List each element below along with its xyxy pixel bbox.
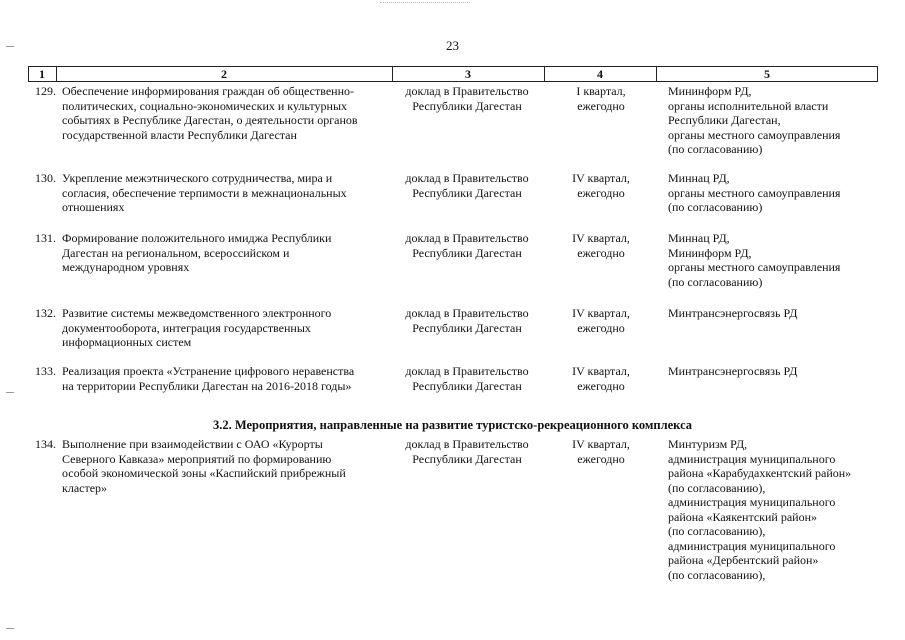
activity-description-line: Реализация проекта «Устранение цифрового неравенства xyxy=(62,364,355,378)
report-form xyxy=(392,364,542,393)
executors-line: района «Дербентский район» xyxy=(668,553,819,567)
deadline xyxy=(556,364,646,393)
activity-description-line: согласия, обеспечение терпимости в межнациональных xyxy=(62,185,347,200)
activity-description xyxy=(62,231,392,275)
table-header-row xyxy=(28,66,878,82)
activity-description-line: особой экономической зоны «Каспийский прибрежный xyxy=(62,466,346,480)
activity-description-line: политических, социально-экономических и культурных xyxy=(62,98,348,113)
header-col-4: 4 xyxy=(597,67,603,81)
header-col-2: 2 xyxy=(221,67,227,81)
report-form xyxy=(392,171,542,200)
row-number: 130. xyxy=(35,171,56,185)
executors-line: (по согласованию) xyxy=(668,200,763,214)
activity-description-line: Укрепление межэтнического сотрудничества, мира и xyxy=(62,171,333,185)
activity-description-line: Выполнение при взаимодействии с ОАО «Курорты xyxy=(62,437,323,451)
deadline-line: IV квартал, xyxy=(572,231,630,245)
report-form-line: Республики Дагестан xyxy=(412,185,522,200)
report-form-line: Республики Дагестан xyxy=(412,378,522,393)
executors xyxy=(668,84,878,157)
executors-line: Республики Дагестан, xyxy=(668,113,781,127)
executors-line: (по согласованию), xyxy=(668,480,766,495)
activity-description-line: документооборота, интеграция государственных xyxy=(62,320,311,335)
executors xyxy=(668,306,878,321)
activity-description-line: Обеспечение информирования граждан об общественно- xyxy=(62,84,354,98)
deadline-line: ежегодно xyxy=(577,378,625,393)
executors-line: Минтрансэнергосвязь РД xyxy=(668,306,798,320)
activity-description-line: отношениях xyxy=(62,200,125,214)
deadline xyxy=(556,84,646,113)
section-title: 3.2. Мероприятия, направленные на развитие туристско-рекреационного комплекса xyxy=(212,418,693,432)
report-form-line: Республики Дагестан xyxy=(412,451,522,466)
activity-description-line: Формирование положительного имиджа Республики xyxy=(62,231,332,245)
report-form xyxy=(392,437,542,466)
executors-line: администрация муниципального xyxy=(668,495,836,509)
report-form xyxy=(392,306,542,335)
deadline-line: ежегодно xyxy=(577,98,625,113)
deadline-line: IV квартал, xyxy=(572,306,630,320)
report-form-line: доклад в Правительство xyxy=(405,364,529,378)
scan-artifact xyxy=(380,2,470,9)
executors-line: администрация муниципального xyxy=(668,538,836,553)
executors-line: Минтуризм РД, xyxy=(668,437,748,451)
executors-line: органы местного самоуправления xyxy=(668,127,841,142)
report-form xyxy=(392,231,542,260)
page-number: 23 xyxy=(446,38,459,53)
header-col-3: 3 xyxy=(465,67,471,81)
report-form-line: доклад в Правительство xyxy=(405,437,529,451)
row-number: 129. xyxy=(35,84,56,98)
activity-description xyxy=(62,364,392,393)
activity-description-line: Развитие системы межведомственного электронного xyxy=(62,306,332,320)
report-form-line: доклад в Правительство xyxy=(405,306,529,320)
header-col-1: 1 xyxy=(39,67,45,81)
scan-edge-mark xyxy=(6,392,14,393)
executors-line: органы местного самоуправления xyxy=(668,260,841,274)
deadline-line: IV квартал, xyxy=(572,437,630,451)
executors xyxy=(668,364,878,379)
deadline-line: ежегодно xyxy=(577,185,625,200)
activity-description-line: информационных систем xyxy=(62,335,192,349)
executors-line: (по согласованию) xyxy=(668,274,763,289)
deadline xyxy=(556,171,646,200)
report-form-line: доклад в Правительство xyxy=(405,231,529,245)
report-form-line: Республики Дагестан xyxy=(412,98,522,113)
activity-description-line: на территории Республики Дагестан на 2016-2018 годы» xyxy=(62,378,352,393)
deadline-line: I квартал, xyxy=(576,84,626,98)
report-form-line: доклад в Правительство xyxy=(405,171,529,185)
deadline xyxy=(556,306,646,335)
activity-description-line: Дагестан на региональном, всероссийском и xyxy=(62,245,290,260)
executors xyxy=(668,171,878,215)
executors-line: района «Каякентский район» xyxy=(668,509,818,524)
activity-description-line: государственной власти Республики Дагестан xyxy=(62,127,297,142)
deadline-line: ежегодно xyxy=(577,245,625,260)
activity-description xyxy=(62,306,392,350)
activity-description xyxy=(62,171,392,215)
activity-description xyxy=(62,437,392,495)
activity-description-line: Северного Кавказа» мероприятий по формированию xyxy=(62,451,332,466)
scan-edge-mark xyxy=(6,628,14,629)
activity-description-line: событиях в Республике Дагестан, о деятельности органов xyxy=(62,113,358,127)
executors-line: Мининформ РД, xyxy=(668,245,752,260)
executors-line: Мининформ РД, xyxy=(668,84,752,98)
deadline xyxy=(556,437,646,466)
report-form-line: Республики Дагестан xyxy=(412,320,522,335)
executors-line: Миннац РД, xyxy=(668,171,730,185)
row-number: 132. xyxy=(35,306,56,320)
executors xyxy=(668,231,878,289)
executors-line: района «Карабудахкентский район» xyxy=(668,466,852,480)
executors-line: органы исполнительной власти xyxy=(668,98,829,113)
report-form-line: доклад в Правительство xyxy=(405,84,529,98)
executors-line: (по согласованию), xyxy=(668,524,766,538)
deadline-line: IV квартал, xyxy=(572,171,630,185)
executors-line: (по согласованию), xyxy=(668,567,766,582)
row-number: 133. xyxy=(35,364,56,378)
activity-description-line: кластер» xyxy=(62,480,108,495)
executors-line: органы местного самоуправления xyxy=(668,185,841,200)
deadline-line: ежегодно xyxy=(577,320,625,335)
deadline-line: ежегодно xyxy=(577,451,625,466)
deadline xyxy=(556,231,646,260)
row-number: 131. xyxy=(35,231,56,245)
header-col-5: 5 xyxy=(764,67,770,81)
deadline-line: IV квартал, xyxy=(572,364,630,378)
executors xyxy=(668,437,878,582)
activity-description-line: международном уровнях xyxy=(62,260,190,274)
executors-line: (по согласованию) xyxy=(668,142,763,156)
executors-line: администрация муниципального xyxy=(668,451,836,466)
report-form xyxy=(392,84,542,113)
report-form-line: Республики Дагестан xyxy=(412,245,522,260)
activity-description xyxy=(62,84,392,142)
row-number: 134. xyxy=(35,437,56,451)
executors-line: Минтрансэнергосвязь РД xyxy=(668,364,798,378)
executors-line: Миннац РД, xyxy=(668,231,730,245)
